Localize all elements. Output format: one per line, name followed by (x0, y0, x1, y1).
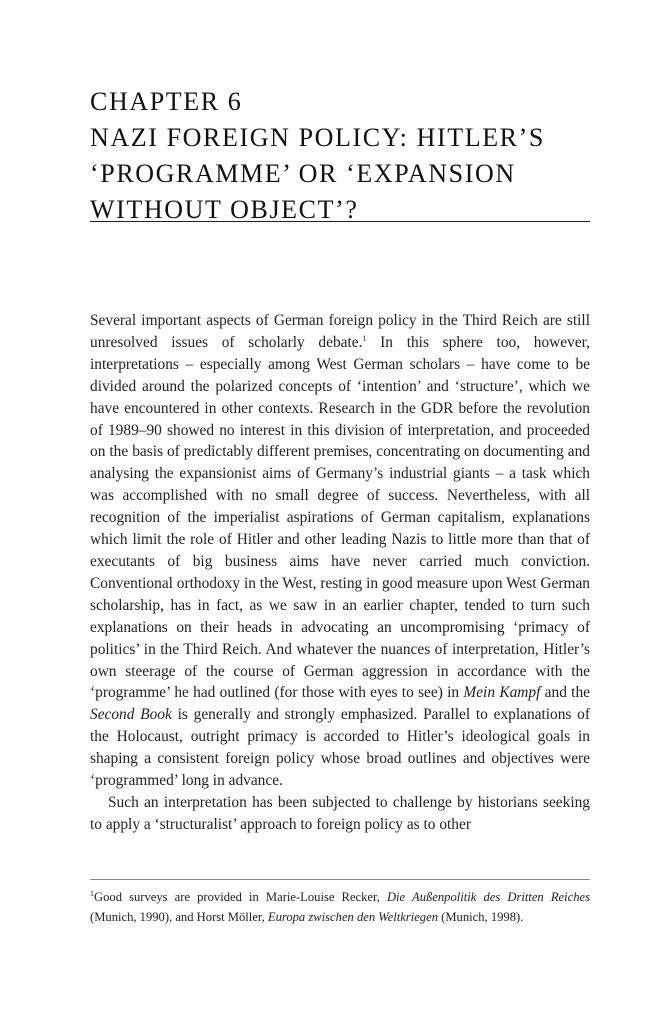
chapter-heading (90, 84, 590, 228)
paragraph: Such an interpretation has been subjected to challenge by historians seeking to apply a ‘structuralist’ approach to foreign policy as to other (90, 793, 590, 833)
cited-title: Europa zwischen den Weltkriegen (267, 910, 438, 924)
chapter-title-line: NAZI FOREIGN POLICY: HITLER’S (90, 123, 545, 152)
book-title: Second Book (90, 706, 172, 724)
chapter-number: CHAPTER 6 (90, 87, 243, 116)
body-text (90, 310, 590, 836)
footnote: $^1$Good surveys are provided in Marie-Louise Recker, Die Außenpolitik des Dritten Reiches (Munich, 1990), and Horst Möller, Europa zwischen den Weltkriegen (Munich, 1998). (90, 888, 590, 924)
cited-title: Die Außenpolitik des Dritten Reiches (386, 890, 590, 904)
paragraph: Several important aspects of German foreign policy in the Third Reich are still unresolved issues of scholarly debate.$^1$ In this sphere too, however, interpretations – especially among West German scholars – have come to be divided around the polarized concepts of ‘intention’ and ‘structure’, which we have encountered in other contexts. Research in the GDR before the revolution of 1989–90 showed no interest in this division of interpretation, and proceeded on the basis of predictably different premises, concentrating on documenting and analysing the expansionist aims of Germany’s industrial giants – a task which was accomplished with no small degree of success. Nevertheless, with all recognition of the imperialist aspirations of German capitalism, explanations which limit the role of Hitler and other leading Nazis to little more than that of executants of big business aims have never carried much conviction. Conventional orthodoxy in the West, resting in good measure upon West German scholarship, has in fact, as we saw in an earlier chapter, tended to turn such explanations on their heads in advocating an uncompromising ‘primacy of politics’ in the Third Reich. And whatever the nuances of interpretation, Hitler’s own steerage of the course of German aggression in accordance with the ‘programme’ he had outlined (for those with eyes to see) in Mein Kampf and the Second Book is generally and strongly emphasized. Parallel to explanations of the Holocaust, outright primacy is accorded to Hitler’s ideological goals in shaping a consistent foreign policy whose broad outlines and objectives were ‘programmed’ long in advance. (90, 312, 591, 790)
chapter-title-line: ‘PROGRAMME’ OR ‘EXPANSION (90, 159, 516, 188)
footnote-divider (90, 879, 590, 880)
chapter-title-line: WITHOUT OBJECT’? (90, 195, 359, 224)
heading-divider (90, 221, 590, 222)
footnote-marker: 1 (90, 888, 94, 898)
footnote-reference: 1 (362, 333, 367, 343)
book-title: Mein Kampf (463, 684, 541, 702)
